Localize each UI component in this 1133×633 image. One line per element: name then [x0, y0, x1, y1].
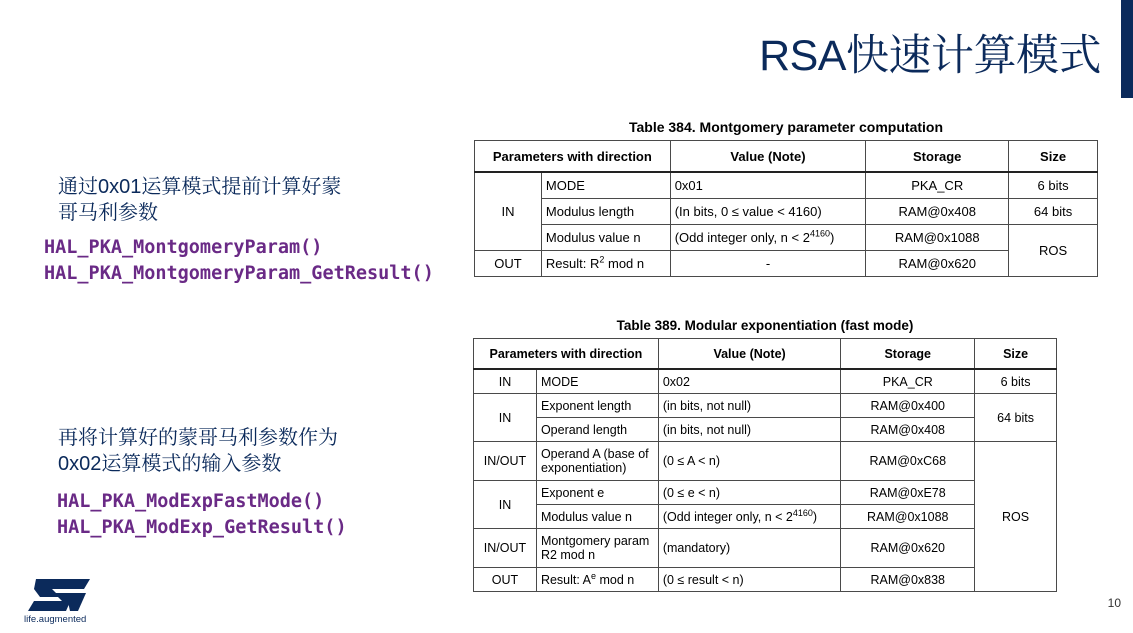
value-cell: (in bits, not null): [658, 418, 841, 442]
modular-exponentiation-table: [473, 338, 1057, 592]
table-row: [475, 172, 1098, 199]
size-cell: ROS: [1009, 225, 1098, 277]
description-line: 0x02运算模式的输入参数: [58, 453, 282, 475]
table-row: [474, 418, 1057, 442]
table-row: [474, 568, 1057, 592]
value-cell: 0x02: [658, 369, 841, 394]
header-cell: Storage: [841, 339, 975, 370]
title-accent-bar: [1121, 0, 1133, 98]
value-cell: [670, 225, 866, 251]
table-row: [475, 251, 1098, 277]
storage-cell: RAM@0x1088: [841, 505, 975, 529]
header-cell: Value (Note): [658, 339, 841, 370]
slide-title: RSA快速计算模式: [759, 32, 1101, 80]
direction-cell: IN/OUT: [474, 529, 537, 568]
header-cell: Value (Note): [670, 141, 866, 173]
param-text: mod n: [604, 256, 645, 271]
param-text: Result: A: [540, 572, 591, 587]
value-cell: (0 ≤ result < n): [658, 568, 841, 592]
storage-cell: RAM@0x400: [841, 394, 975, 418]
direction-cell: IN/OUT: [474, 442, 537, 481]
size-cell: 64 bits: [1009, 199, 1098, 225]
param-cell: Operand length: [536, 418, 658, 442]
description-modexp: [58, 425, 338, 477]
value-cell: (0 ≤ A < n): [658, 442, 841, 481]
size-cell: 6 bits: [1009, 172, 1098, 199]
storage-cell: RAM@0x408: [866, 199, 1009, 225]
table-header-row: [475, 141, 1098, 173]
storage-cell: RAM@0x620: [866, 251, 1009, 277]
storage-cell: RAM@0x620: [841, 529, 975, 568]
exponent: 4160: [792, 507, 813, 518]
value-cell: [658, 505, 841, 529]
description-line: 通过0x01运算模式提前计算好蒙: [58, 176, 342, 198]
param-cell: Modulus length: [541, 199, 670, 225]
table-caption: Table 384. Montgomery parameter computation: [628, 119, 944, 135]
value-text: (Odd integer only, n < 2: [662, 509, 793, 524]
value-cell: (in bits, not null): [658, 394, 841, 418]
direction-cell: IN: [474, 369, 537, 394]
table-row: [474, 442, 1057, 481]
value-text: ): [830, 230, 835, 245]
value-text: (Odd integer only, n < 2: [674, 230, 810, 245]
param-cell: [541, 251, 670, 277]
storage-cell: RAM@0x408: [841, 418, 975, 442]
table-header-row: [474, 339, 1057, 370]
header-cell: Parameters with direction: [475, 141, 671, 173]
size-cell: 6 bits: [975, 369, 1057, 394]
value-cell: (In bits, 0 ≤ value < 4160): [670, 199, 866, 225]
table-caption: Table 389. Modular exponentiation (fast mode): [616, 318, 914, 333]
storage-cell: RAM@0x838: [841, 568, 975, 592]
storage-cell: PKA_CR: [841, 369, 975, 394]
size-cell: ROS: [975, 442, 1057, 592]
header-cell: Size: [975, 339, 1057, 370]
param-cell: MODE: [541, 172, 670, 199]
direction-cell: OUT: [475, 251, 542, 277]
header-cell: Size: [1009, 141, 1098, 173]
table-row: [474, 481, 1057, 505]
code-line: HAL_PKA_MontgomeryParam_GetResult(): [44, 263, 434, 284]
description-line: 再将计算好的蒙哥马利参数作为: [58, 427, 338, 449]
direction-cell: IN: [475, 172, 542, 251]
value-cell: (mandatory): [658, 529, 841, 568]
direction-cell: IN: [474, 481, 537, 529]
exponent: 4160: [809, 228, 830, 239]
description-montgomery: [58, 174, 341, 226]
value-cell: -: [670, 251, 866, 277]
direction-cell: OUT: [474, 568, 537, 592]
table-row: [475, 225, 1098, 251]
exponent: e: [590, 570, 596, 581]
size-cell: 64 bits: [975, 394, 1057, 442]
table-row: [474, 369, 1057, 394]
param-cell: Modulus value n: [536, 505, 658, 529]
value-text: ): [812, 509, 818, 524]
description-line: 哥马利参数: [58, 202, 158, 224]
param-cell: Montgomery param R2 mod n: [536, 529, 658, 568]
page-number: 10: [1107, 596, 1121, 610]
code-montgomery-functions: [44, 235, 434, 287]
value-cell: 0x01: [670, 172, 866, 199]
table-row: [474, 394, 1057, 418]
param-cell: MODE: [536, 369, 658, 394]
exponent: 2: [599, 254, 605, 265]
table-row: [474, 505, 1057, 529]
storage-cell: PKA_CR: [866, 172, 1009, 199]
logo-tagline: life.augmented: [24, 614, 87, 625]
direction-cell: IN: [474, 394, 537, 442]
storage-cell: RAM@0x1088: [866, 225, 1009, 251]
param-cell: Exponent length: [536, 394, 658, 418]
param-cell: [536, 568, 658, 592]
code-line: HAL_PKA_MontgomeryParam(): [44, 237, 323, 258]
param-cell: Modulus value n: [541, 225, 670, 251]
storage-cell: RAM@0xC68: [841, 442, 975, 481]
header-cell: Parameters with direction: [474, 339, 659, 370]
param-cell: Exponent e: [536, 481, 658, 505]
code-line: HAL_PKA_ModExpFastMode(): [57, 491, 325, 512]
table-row: [474, 529, 1057, 568]
param-text: Result: R: [545, 256, 600, 271]
code-line: HAL_PKA_ModExp_GetResult(): [57, 517, 347, 538]
header-cell: Storage: [866, 141, 1009, 173]
code-modexp-functions: [57, 489, 347, 541]
montgomery-parameter-table: [474, 140, 1098, 277]
param-cell: Operand A (base of exponentiation): [536, 442, 658, 481]
table-row: [475, 199, 1098, 225]
param-text: mod n: [595, 572, 635, 587]
value-cell: (0 ≤ e < n): [658, 481, 841, 505]
storage-cell: RAM@0xE78: [841, 481, 975, 505]
